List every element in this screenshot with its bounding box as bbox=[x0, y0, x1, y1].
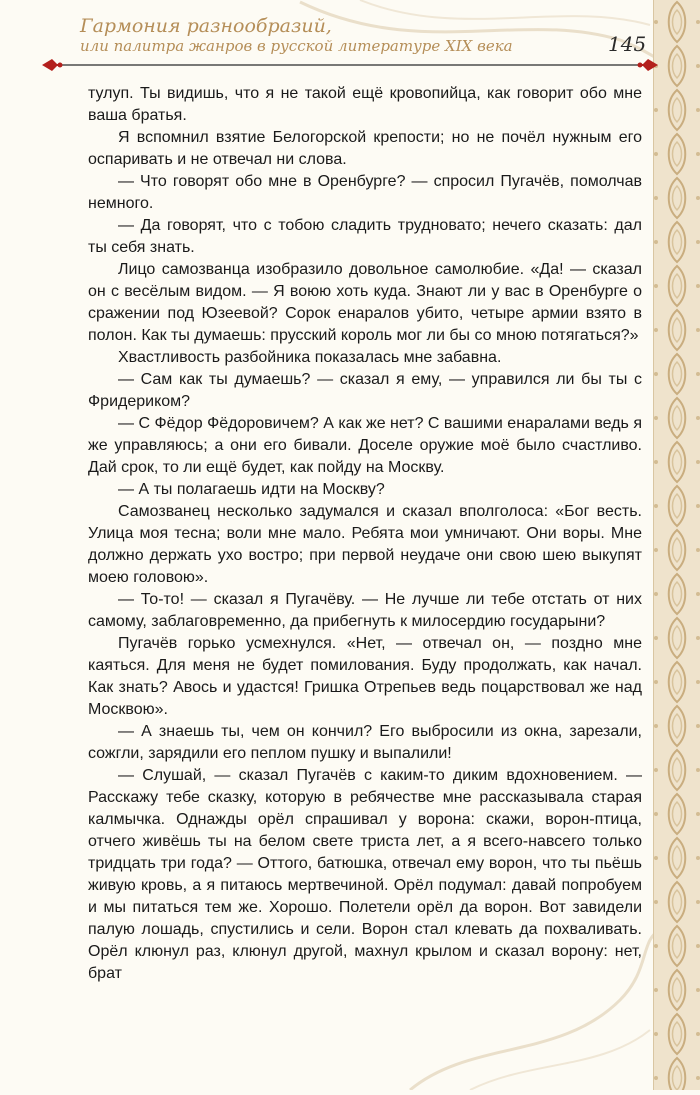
border-pattern bbox=[654, 0, 700, 1090]
paragraph: Пугачёв горько усмехнулся. «Нет, — отвечал он, — поздно мне каяться. Для меня не будет помилования. Буду продолжать, как начал. Как знать? Авось и удастся! Гришка Отрепьев ведь поцарствовал же над Москвою». bbox=[88, 635, 642, 718]
paragraph: — Слушай, — сказал Пугачёв с каким-то диким вдохновением. — Расскажу тебе сказку, которую в ребячестве мне рассказывала старая калмычка. Однажды орёл спрашивал у ворона: скажи, ворон-птица, отчего живёшь ты на белом свете триста лет, а я всего-навсего только тридцать три года? — Оттого, батюшка, отвечал ему ворон, что ты пьёшь живую кровь, а я питаюсь мертвечиной. Орёл подумал: давай попробуем и мы питаться тем же. Хорошо. Полетели орёл да ворон. Вот завидели палую лошадь, спустились и сели. Ворон стал клевать да похваливать. Орёл клюнул раз, клюнул другой, махнул крылом и сказал ворону: нет, брат bbox=[88, 767, 642, 982]
paragraph: — С Фёдор Фёдоровичем? А как же нет? С вашими енаралами ведь я же управляюсь; а они его бивали. Доселе оружие моё было счастливо. Дай срок, то ли ещё будет, как пойду на Москву. bbox=[88, 415, 642, 476]
decorative-border bbox=[653, 0, 700, 1090]
paragraph: — Что говорят обо мне в Оренбурге? — спросил Пугачёв, помолчав немного. bbox=[88, 173, 642, 212]
paragraph: Самозванец несколько задумался и сказал вполголоса: «Бог весть. Улица моя тесна; воли мне мало. Ребята мои умничают. Они воры. Мне должно держать ухо востро; при первой неудаче они свою шею выкупят моею головою». bbox=[88, 503, 642, 586]
body-text bbox=[88, 83, 642, 985]
paragraph: — Сам как ты думаешь? — сказал я ему, — управился ли бы ты с Фридериком? bbox=[88, 371, 642, 410]
paragraph: тулуп. Ты видишь, что я не такой ещё кровопийца, как говорит обо мне ваша братья. bbox=[88, 85, 642, 124]
page-number: 145 bbox=[608, 32, 647, 56]
paragraph: — А знаешь ты, чем он кончил? Его выбросили из окна, зарезали, сожгли, зарядили его пеплом пушку и выпалили! bbox=[88, 723, 642, 762]
paragraph: Лицо самозванца изобразило довольное самолюбие. «Да! — сказал он с весёлым видом. — Я воюю хоть куда. Знают ли у вас в Оренбурге о сражении под Юзеевой? Сорок енаралов убито, четыре армии взято в полон. Как ты думаешь: прусский король мог ли бы со мною потягаться?» bbox=[88, 261, 642, 344]
paragraph: — А ты полагаешь идти на Москву? bbox=[118, 481, 385, 498]
running-header bbox=[80, 16, 560, 56]
rule-ornament-left-icon bbox=[42, 59, 63, 71]
paragraph: Я вспомнил взятие Белогорской крепости; но не почёл нужным его оспаривать и не отвечал ни слова. bbox=[88, 129, 642, 168]
header-title-line1: Гармония разнообразий, bbox=[80, 15, 332, 37]
header-rule bbox=[40, 55, 660, 75]
header-title-line2: или палитра жанров в русской литературе XIX века bbox=[80, 37, 513, 55]
paragraph: Хвастливость разбойника показалась мне забавна. bbox=[118, 349, 502, 366]
paragraph: — Да говорят, что с тобою сладить трудновато; нечего сказать: дал ты себя знать. bbox=[88, 217, 642, 256]
paragraph: — То-то! — сказал я Пугачёву. — Не лучше ли тебе отстать от них самому, заблаговременно, да прибегнуть к милосердию государыни? bbox=[88, 591, 642, 630]
rule-ornament-right-icon bbox=[638, 59, 659, 71]
